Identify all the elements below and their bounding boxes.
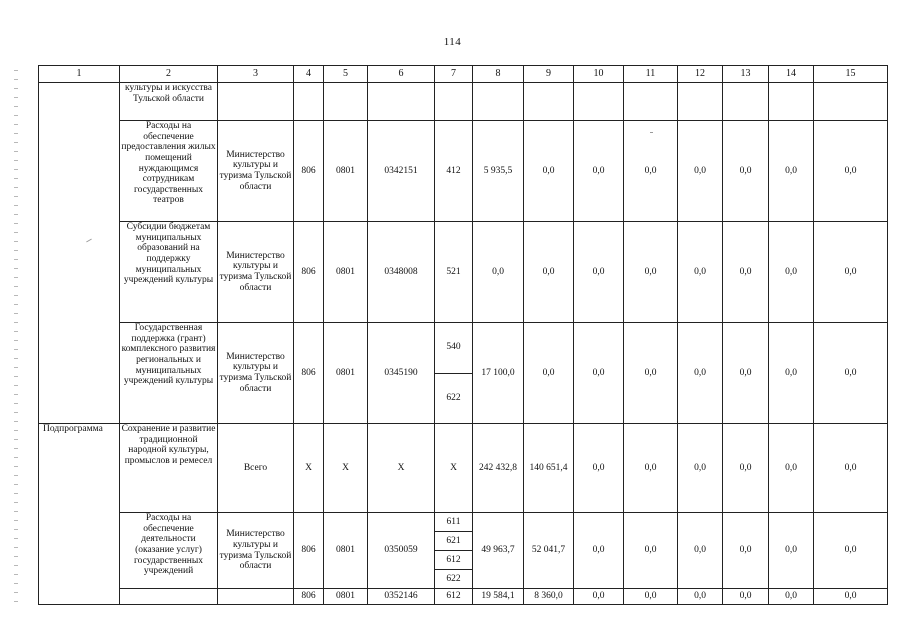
margin-dot [14,88,18,89]
cell-col-11: 0,0 [624,121,678,222]
cell-name: Субсидии бюджетам муниципальных образований на поддержку муниципальных учреждений культуры [120,222,218,323]
header-row [39,66,888,83]
cell-col-10: 0,0 [574,323,624,424]
margin-dot [14,529,18,530]
cell-csr: X [368,424,435,513]
cell-col-15: 0,0 [814,222,888,323]
cell-col-15 [814,83,888,121]
cell-col-9: 52 041,7 [524,513,574,589]
margin-dot [14,385,18,386]
cell-col-14: 0,0 [769,323,814,424]
margin-dot [14,475,18,476]
cell-col-10: 0,0 [574,424,624,513]
margin-dot [14,403,18,404]
cell-csr: 0342151 [368,121,435,222]
margin-dot [14,448,18,449]
cell-col-13: 0,0 [723,424,769,513]
column-header-2: 2 [120,66,218,83]
cell-col-12: 0,0 [678,424,723,513]
column-header-11: 11 [624,66,678,83]
cell-expense-type [435,83,473,121]
cell-expense-type [435,222,473,323]
cell-rzpr: 0801 [324,513,368,589]
margin-dot [14,178,18,179]
margin-dot [14,484,18,485]
margin-dot [14,196,18,197]
cell-col-14: 0,0 [769,589,814,605]
column-header-3: 3 [218,66,294,83]
cell-col-13: 0,0 [723,222,769,323]
cell-rzpr: 0801 [324,589,368,605]
expense-type-code: 612 [446,591,461,602]
cell-col-14: 0,0 [769,121,814,222]
cell-grbs: 806 [294,222,324,323]
cell-col-8: 242 432,8 [473,424,524,513]
expense-type-code: 612 [435,551,472,570]
cell-col-15: 0,0 [814,424,888,513]
margin-dot [14,259,18,260]
cell-col-10 [574,83,624,121]
cell-executor: Министерство культуры и туризма Тульской области [218,323,294,424]
cell-col-14: 0,0 [769,513,814,589]
cell-csr: 0348008 [368,222,435,323]
cell-col-15: 0,0 [814,589,888,605]
column-header-15: 15 [814,66,888,83]
cell-col-14: 0,0 [769,222,814,323]
cell-col-12 [678,83,723,121]
column-header-8: 8 [473,66,524,83]
margin-dot [14,142,18,143]
cell-col-13 [723,83,769,121]
table-row [39,323,888,424]
margin-dot [14,151,18,152]
cell-executor: Министерство культуры и туризма Тульской области [218,222,294,323]
cell-name: Сохранение и развитие традиционной народной культуры, промыслов и ремесел [120,424,218,513]
cell-col-12: 0,0 [678,222,723,323]
cell-grbs: 806 [294,121,324,222]
margin-dot [14,457,18,458]
margin-dot [14,79,18,80]
cell-col-8: 49 963,7 [473,513,524,589]
margin-dot [14,466,18,467]
cell-expense-type [435,589,473,605]
cell-expense-type [435,121,473,222]
cell-col-11: 0,0 [624,323,678,424]
scan-margin-marks [14,70,18,610]
margin-dot [14,565,18,566]
cell-status [39,121,120,222]
column-header-6: 6 [368,66,435,83]
margin-dot [14,556,18,557]
margin-dot [14,286,18,287]
cell-status [39,83,120,121]
cell-col-10: 0,0 [574,222,624,323]
cell-col-15: 0,0 [814,323,888,424]
cell-col-11: 0,0 [624,513,678,589]
cell-expense-type [435,323,473,424]
column-header-12: 12 [678,66,723,83]
cell-col-12: 0,0 [678,513,723,589]
margin-dot [14,277,18,278]
cell-csr: 0350059 [368,513,435,589]
margin-dot [14,538,18,539]
cell-executor: Всего [218,424,294,513]
cell-col-14 [769,83,814,121]
margin-dot [14,583,18,584]
column-header-1: 1 [39,66,120,83]
cell-name: Расходы на обеспечение деятельности (оказание услуг) государственных учреждений [120,513,218,589]
margin-dot [14,394,18,395]
expense-type-code: X [450,462,457,473]
cell-col-9: 0,0 [524,121,574,222]
cell-col-15: 0,0 [814,513,888,589]
cell-status [39,513,120,589]
margin-dot [14,223,18,224]
margin-dot [14,133,18,134]
cell-col-8: 0,0 [473,222,524,323]
cell-status [39,222,120,323]
cell-rzpr: 0801 [324,121,368,222]
column-header-4: 4 [294,66,324,83]
cell-col-13: 0,0 [723,589,769,605]
margin-dot [14,493,18,494]
margin-dot [14,241,18,242]
margin-dot [14,574,18,575]
cell-col-11: 0,0 [624,424,678,513]
margin-dot [14,331,18,332]
column-header-10: 10 [574,66,624,83]
margin-dot [14,439,18,440]
cell-grbs [294,83,324,121]
expense-type-code: 621 [435,532,472,551]
margin-dot [14,358,18,359]
margin-dot [14,295,18,296]
cell-executor: Министерство культуры и туризма Тульской области [218,513,294,589]
table-row [39,589,888,605]
cell-csr [368,83,435,121]
expense-type-code: 412 [446,165,461,176]
expense-type-code: 622 [446,392,461,403]
cell-rzpr: X [324,424,368,513]
margin-dot [14,115,18,116]
cell-col-13: 0,0 [723,323,769,424]
cell-col-10: 0,0 [574,121,624,222]
cell-executor [218,83,294,121]
cell-name [120,589,218,605]
expense-type-code [435,83,472,120]
margin-dot [14,502,18,503]
cell-col-14: 0,0 [769,424,814,513]
cell-col-9: 8 360,0 [524,589,574,605]
margin-dot [14,520,18,521]
column-header-14: 14 [769,66,814,83]
cell-csr: 0352146 [368,589,435,605]
margin-dot [14,232,18,233]
cell-col-8: 5 935,5 [473,121,524,222]
table-row [39,513,888,589]
cell-status: Подпрограмма [39,424,120,513]
cell-col-12: 0,0 [678,323,723,424]
column-header-7: 7 [435,66,473,83]
margin-dot [14,160,18,161]
cell-col-12: 0,0 [678,589,723,605]
column-header-9: 9 [524,66,574,83]
cell-col-10: 0,0 [574,513,624,589]
cell-col-8 [473,83,524,121]
cell-col-11 [624,83,678,121]
column-header-13: 13 [723,66,769,83]
margin-dot [14,322,18,323]
budget-table [38,65,888,605]
margin-dot [14,340,18,341]
margin-dot [14,349,18,350]
cell-grbs: X [294,424,324,513]
margin-dot [14,169,18,170]
cell-rzpr [324,83,368,121]
cell-col-11: 0,0 [624,589,678,605]
cell-col-9 [524,83,574,121]
cell-expense-type [435,513,473,589]
cell-grbs: 806 [294,589,324,605]
margin-dot [14,187,18,188]
margin-dot [14,376,18,377]
margin-dot [14,412,18,413]
cell-name: Государственная поддержка (грант) комплексного развития региональных и муниципальных учреждений культуры [120,323,218,424]
cell-col-8: 17 100,0 [473,323,524,424]
margin-dot [14,304,18,305]
margin-dot [14,421,18,422]
column-header-5: 5 [324,66,368,83]
cell-col-15: 0,0 [814,121,888,222]
cell-col-8: 19 584,1 [473,589,524,605]
margin-dot [14,547,18,548]
cell-col-9: 140 651,4 [524,424,574,513]
margin-dot [14,268,18,269]
expense-type-code: 622 [446,573,461,584]
cell-status [39,323,120,424]
margin-dot [14,250,18,251]
cell-rzpr: 0801 [324,323,368,424]
cell-grbs: 806 [294,513,324,589]
cell-col-10: 0,0 [574,589,624,605]
margin-dot [14,97,18,98]
cell-executor [218,589,294,605]
cell-col-11: 0,0 [624,222,678,323]
cell-executor: Министерство культуры и туризма Тульской области [218,121,294,222]
margin-dot [14,592,18,593]
margin-dot [14,70,18,71]
cell-name: культуры и искусства Тульской области [120,83,218,121]
table-row [39,121,888,222]
table-row [39,222,888,323]
cell-status [39,589,120,605]
cell-col-12: 0,0 [678,121,723,222]
cell-col-13: 0,0 [723,513,769,589]
margin-dot [14,601,18,602]
margin-dot [14,511,18,512]
margin-dot [14,430,18,431]
page-number: 114 [443,36,462,48]
cell-rzpr: 0801 [324,222,368,323]
expense-type-code: 521 [446,266,461,277]
cell-expense-type [435,424,473,513]
margin-dot [14,106,18,107]
margin-dot [14,124,18,125]
margin-dot [14,214,18,215]
expense-type-code: 540 [435,323,472,374]
cell-csr: 0345190 [368,323,435,424]
cell-col-9: 0,0 [524,323,574,424]
margin-dot [14,205,18,206]
table-row [39,83,888,121]
cell-name: Расходы на обеспечение предоставления жилых помещений нуждающимся сотрудникам государственных театров [120,121,218,222]
cell-col-13: 0,0 [723,121,769,222]
margin-dot [14,313,18,314]
margin-dot [14,367,18,368]
cell-col-9: 0,0 [524,222,574,323]
expense-type-code: 611 [435,513,472,532]
cell-grbs: 806 [294,323,324,424]
table-row [39,424,888,513]
